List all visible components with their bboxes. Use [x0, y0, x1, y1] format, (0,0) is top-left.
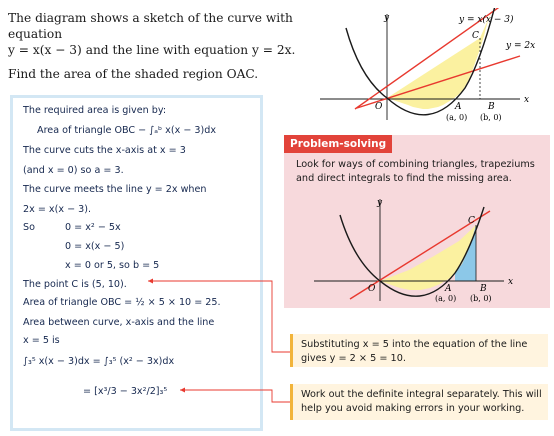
question-line: The diagram shows a sketch of the curve with equation y = x(x − 3) and the line with equation y = 2x.	[8, 11, 296, 57]
working-line: The curve cuts the x-axis at x = 3	[23, 145, 186, 156]
point-a-label: A	[455, 102, 462, 112]
working-line: 0 = x² − 5x	[65, 222, 121, 233]
coord-b: (b, 0)	[470, 294, 492, 303]
note-definite-integral: Work out the definite integral separately. This will help you avoid making errors in your working.	[290, 384, 548, 420]
point-c-label: C	[468, 216, 475, 226]
working-line: Area of triangle OBC = ½ × 5 × 10 = 25.	[23, 297, 221, 308]
coord-a: (a, 0)	[446, 113, 468, 122]
coord-a: (a, 0)	[435, 294, 457, 303]
working-line: Area of triangle OBC − ∫ₐᵇ x(x − 3)dx	[37, 125, 217, 136]
connector-1-arrow	[148, 279, 153, 284]
working-line: ∫₃⁵ x(x − 3)dx = ∫₃⁵ (x² − 3x)dx	[23, 356, 175, 367]
working-line: x = 5 is	[23, 335, 60, 346]
point-b-label: B	[488, 102, 495, 112]
working-line: The point C is (5, 10).	[23, 279, 127, 290]
y-label: y	[377, 198, 383, 208]
curve-label: y = x(x − 3)	[459, 15, 514, 25]
working-line: The curve meets the line y = 2x when	[23, 184, 207, 195]
problem-solving-text: Look for ways of combining triangles, trapeziums and direct integrals to find the missing area.	[296, 159, 535, 184]
working-line: = [x³/3 − 3x²/2]₃⁵	[83, 386, 168, 397]
connector-1	[148, 281, 290, 352]
coord-b: (b, 0)	[480, 113, 502, 122]
working-line: Area between curve, x-axis and the line	[23, 317, 215, 328]
problem-solving-heading: Problem-solving	[284, 135, 392, 153]
problem-solving-box	[284, 135, 550, 308]
x-label: x	[508, 277, 514, 287]
problem-solving-graph	[314, 193, 524, 305]
working-line: 0 = x(x − 5)	[65, 241, 125, 252]
point-o-label: O	[368, 284, 376, 294]
working-line: 2x = x(x − 3).	[23, 204, 92, 215]
point-a-label: A	[445, 284, 452, 294]
line-label: y = 2x	[506, 41, 536, 51]
working-line: x = 0 or 5, so b = 5	[65, 260, 160, 271]
x-label: x	[524, 95, 530, 105]
y-label: y	[384, 13, 390, 23]
question-task: Find the area of the shaded region OAC.	[8, 67, 259, 81]
point-c-label: C	[472, 31, 479, 41]
working-line: (and x = 0) so a = 3.	[23, 165, 124, 176]
working-line: So	[23, 222, 35, 233]
connector-2	[180, 390, 290, 402]
note-substitution: Substituting x = 5 into the equation of the line gives y = 2 × 5 = 10.	[290, 334, 548, 367]
working-line: The required area is given by:	[23, 105, 167, 116]
point-b-label: B	[480, 284, 487, 294]
point-o-label: O	[375, 102, 383, 112]
connector-2-arrow	[180, 388, 185, 393]
